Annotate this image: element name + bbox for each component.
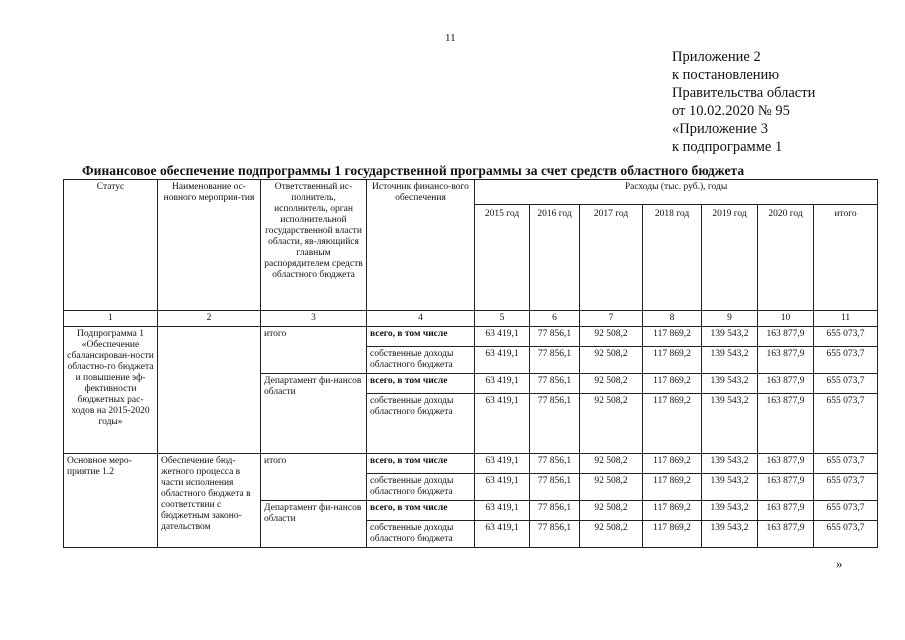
appendix-line: Правительства области — [672, 85, 816, 101]
header-expenses: Расходы (тыс. руб.), годы — [475, 180, 878, 205]
value-cell: 139 543,2 — [702, 501, 758, 521]
value-cell: 92 508,2 — [580, 501, 643, 521]
column-number: 1 — [64, 311, 158, 327]
header-total: итого — [814, 205, 878, 311]
value-cell: 63 419,1 — [475, 394, 530, 454]
total-cell: 655 073,7 — [814, 474, 878, 501]
source-cell: всего, в том числе — [367, 327, 475, 347]
value-cell: 77 856,1 — [530, 454, 580, 474]
executor-cell: Департамент фи-нансов области — [261, 501, 367, 548]
value-cell: 163 877,9 — [758, 474, 814, 501]
value-cell: 63 419,1 — [475, 474, 530, 501]
value-cell: 92 508,2 — [580, 327, 643, 347]
column-number: 6 — [530, 311, 580, 327]
header-year: 2015 год — [475, 205, 530, 311]
appendix-line: Приложение 2 — [672, 49, 761, 65]
value-cell: 117 869,2 — [643, 394, 702, 454]
value-cell: 63 419,1 — [475, 501, 530, 521]
source-cell: собственные доходы областного бюджета — [367, 347, 475, 374]
value-cell: 92 508,2 — [580, 374, 643, 394]
value-cell: 63 419,1 — [475, 454, 530, 474]
value-cell: 63 419,1 — [475, 327, 530, 347]
header-source: Источник финансо-вого обеспечения — [367, 180, 475, 311]
value-cell: 92 508,2 — [580, 394, 643, 454]
appendix-line: к постановлению — [672, 67, 780, 83]
value-cell: 77 856,1 — [530, 374, 580, 394]
total-cell: 655 073,7 — [814, 327, 878, 347]
source-cell: собственные доходы областного бюджета — [367, 474, 475, 501]
column-number: 8 — [643, 311, 702, 327]
header-year: 2018 год — [643, 205, 702, 311]
executor-cell: Департамент фи-нансов области — [261, 374, 367, 454]
source-cell: собственные доходы областного бюджета — [367, 394, 475, 454]
value-cell: 139 543,2 — [702, 521, 758, 548]
value-cell: 139 543,2 — [702, 454, 758, 474]
column-number: 7 — [580, 311, 643, 327]
value-cell: 117 869,2 — [643, 501, 702, 521]
document-title: Финансовое обеспечение подпрограммы 1 государственной программы за счет средств областного бюджета — [82, 163, 745, 178]
closing-quote-mark: » — [836, 556, 843, 571]
status-cell: Подпрограмма 1 «Обеспечение сбалансирован-ности областно-го бюджета и повышение эф-фективности бюджетных рас-ходов на 2015-2020 годы» — [64, 327, 158, 454]
value-cell: 117 869,2 — [643, 327, 702, 347]
value-cell: 163 877,9 — [758, 327, 814, 347]
value-cell: 139 543,2 — [702, 347, 758, 374]
status-cell: Основное меро-приятие 1.2 — [64, 454, 158, 548]
total-cell: 655 073,7 — [814, 454, 878, 474]
source-cell: всего, в том числе — [367, 501, 475, 521]
appendix-block — [672, 48, 815, 156]
value-cell: 77 856,1 — [530, 327, 580, 347]
source-cell: всего, в том числе — [367, 374, 475, 394]
value-cell: 163 877,9 — [758, 454, 814, 474]
appendix-line: «Приложение 3 — [672, 121, 768, 137]
appendix-line: к подпрограмме 1 — [672, 139, 783, 155]
value-cell: 163 877,9 — [758, 394, 814, 454]
value-cell: 63 419,1 — [475, 374, 530, 394]
value-cell: 163 877,9 — [758, 501, 814, 521]
total-cell: 655 073,7 — [814, 394, 878, 454]
value-cell: 163 877,9 — [758, 521, 814, 548]
value-cell: 117 869,2 — [643, 454, 702, 474]
total-cell: 655 073,7 — [814, 374, 878, 394]
value-cell: 92 508,2 — [580, 454, 643, 474]
header-status: Статус — [64, 180, 158, 311]
value-cell: 63 419,1 — [475, 521, 530, 548]
value-cell: 77 856,1 — [530, 394, 580, 454]
name-cell — [158, 327, 261, 454]
value-cell: 139 543,2 — [702, 394, 758, 454]
value-cell: 139 543,2 — [702, 374, 758, 394]
column-number: 5 — [475, 311, 530, 327]
column-number: 11 — [814, 311, 878, 327]
value-cell: 77 856,1 — [530, 521, 580, 548]
value-cell: 92 508,2 — [580, 347, 643, 374]
header-name: Наименование ос-новного мероприя-тия — [158, 180, 261, 311]
value-cell: 163 877,9 — [758, 374, 814, 394]
value-cell: 77 856,1 — [530, 501, 580, 521]
page-number: 11 — [445, 32, 456, 44]
appendix-line: от 10.02.2020 № 95 — [672, 103, 790, 119]
header-executor: Ответственный ис-полнитель, исполнитель, орган исполнительной государственной власти области, яв-ляющийся главным распорядителем средств областного бюджета — [261, 180, 367, 311]
value-cell: 63 419,1 — [475, 347, 530, 374]
executor-cell: итого — [261, 327, 367, 374]
value-cell: 77 856,1 — [530, 474, 580, 501]
total-cell: 655 073,7 — [814, 501, 878, 521]
column-number: 10 — [758, 311, 814, 327]
value-cell: 163 877,9 — [758, 347, 814, 374]
value-cell: 117 869,2 — [643, 521, 702, 548]
header-year: 2020 год — [758, 205, 814, 311]
source-cell: собственные доходы областного бюджета — [367, 521, 475, 548]
value-cell: 92 508,2 — [580, 521, 643, 548]
column-number: 3 — [261, 311, 367, 327]
name-cell: Обеспечение бюд-жетного процесса в части исполнения областного бюджета в соответствии с бюджетным законо-дательством — [158, 454, 261, 548]
value-cell: 77 856,1 — [530, 347, 580, 374]
column-number: 9 — [702, 311, 758, 327]
total-cell: 655 073,7 — [814, 521, 878, 548]
column-number: 4 — [367, 311, 475, 327]
header-year: 2016 год — [530, 205, 580, 311]
value-cell: 139 543,2 — [702, 474, 758, 501]
value-cell: 117 869,2 — [643, 347, 702, 374]
executor-cell: итого — [261, 454, 367, 501]
header-year: 2017 год — [580, 205, 643, 311]
column-number: 2 — [158, 311, 261, 327]
finance-table — [63, 179, 878, 548]
value-cell: 139 543,2 — [702, 327, 758, 347]
total-cell: 655 073,7 — [814, 347, 878, 374]
value-cell: 92 508,2 — [580, 474, 643, 501]
source-cell: всего, в том числе — [367, 454, 475, 474]
header-year: 2019 год — [702, 205, 758, 311]
value-cell: 117 869,2 — [643, 474, 702, 501]
value-cell: 117 869,2 — [643, 374, 702, 394]
